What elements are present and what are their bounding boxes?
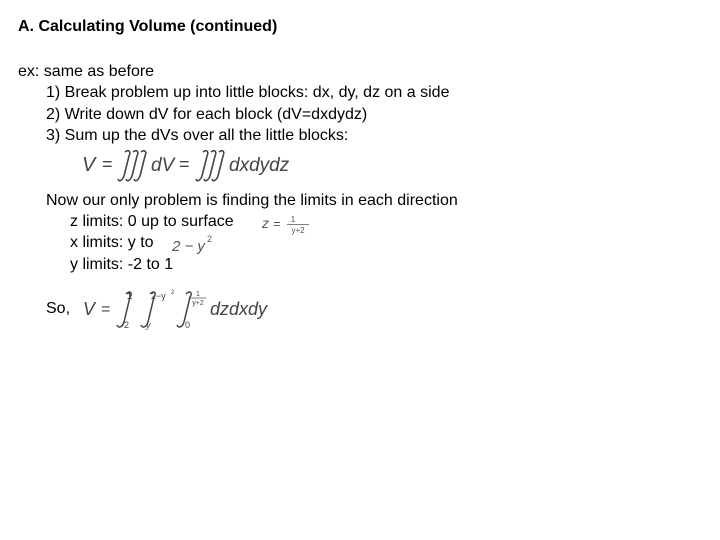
- surface-lhs: z: [262, 215, 269, 231]
- triple-integral-sign: [118, 151, 146, 181]
- eq-v: V: [82, 154, 96, 176]
- slide-title: A. Calculating Volume (continued): [18, 18, 278, 35]
- surface-denominator: y+2: [291, 226, 305, 235]
- triple-integral-sign-2: [196, 151, 224, 181]
- step-3: 3) Sum up the dVs over all the little blocks:: [46, 127, 349, 144]
- eq-equals: =: [102, 154, 113, 174]
- final-v: V: [83, 299, 96, 319]
- eq-equals-2: =: [179, 154, 190, 174]
- y-limits: y limits: -2 to 1: [70, 256, 174, 273]
- middle-upper: 2−y: [151, 291, 166, 301]
- surface-numerator: 1: [290, 215, 296, 224]
- step-2: 2) Write down dV for each block (dV=dxdydz): [46, 106, 368, 123]
- eq-dv: dV: [151, 155, 175, 176]
- inner-lower: 0: [185, 320, 191, 330]
- inner-upper-den: y+2: [192, 300, 204, 307]
- x-upper-base: 2 − y: [172, 238, 205, 255]
- middle-lower: y: [146, 320, 151, 330]
- final-integrand: dzdxdy: [210, 299, 268, 319]
- z-limits: z limits: 0 up to surface: [70, 213, 234, 230]
- x-limits: x limits: y to: [70, 234, 154, 251]
- limits-intro: Now our only problem is finding the limits in each direction: [46, 192, 458, 209]
- surface-equation: [260, 212, 316, 238]
- surface-eq: =: [273, 216, 281, 231]
- outer-upper: 1: [127, 291, 133, 301]
- eq-integrand: dxdydz: [229, 155, 290, 176]
- x-upper-exponent: 2: [207, 234, 213, 244]
- inner-upper-num: 1: [196, 291, 200, 298]
- outer-lower: -2: [121, 320, 130, 330]
- volume-sum-equation: [80, 146, 310, 186]
- example-line: ex: same as before: [18, 63, 155, 80]
- final-equals: =: [101, 301, 111, 318]
- step-1: 1) Break problem up into little blocks: dx, dy, dz on a side: [46, 84, 450, 101]
- final-volume-integral: [80, 286, 280, 334]
- middle-upper-exp: 2: [171, 290, 175, 296]
- x-upper-limit: [170, 232, 220, 256]
- so-label: So,: [46, 300, 71, 317]
